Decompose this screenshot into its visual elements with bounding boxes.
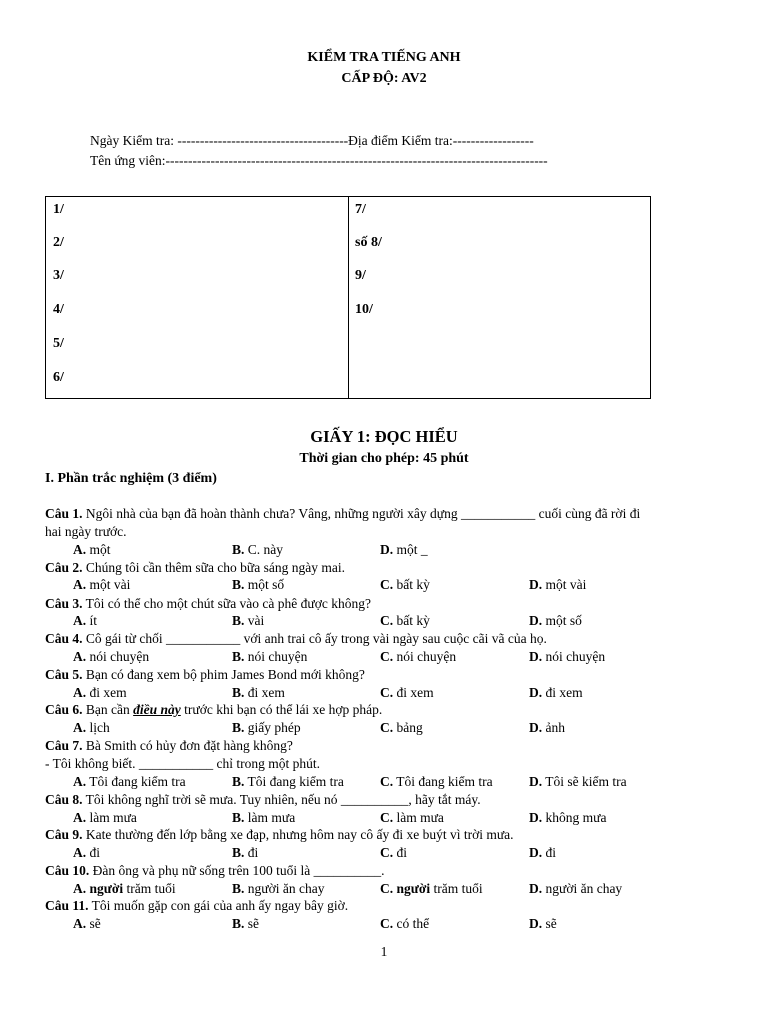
question-4: Câu 4. Cô gái từ chối ___________ với anh trai cô ấy trong vài ngày sau cuộc cãi vã của họ. [45, 631, 547, 646]
question-3: Câu 3. Tôi có thể cho một chút sữa vào cà phê được không? [45, 596, 371, 611]
option-b: B. một số [232, 577, 285, 592]
score-table [45, 196, 651, 399]
option-b: B. làm mưa [232, 810, 296, 825]
option-c: C. người trăm tuổi [380, 881, 483, 896]
option-b: B. đi [232, 845, 259, 860]
option-a: A. đi xem [73, 685, 127, 700]
option-c: C. đi [380, 845, 408, 860]
option-d: D. không mưa [529, 810, 607, 825]
question-1-continuation: hai ngày trước. [45, 524, 127, 539]
test-title: KIỂM TRA TIẾNG ANH [307, 50, 461, 65]
option-a: A. người trăm tuổi [73, 881, 176, 896]
option-a: A. làm mưa [73, 810, 137, 825]
option-c: C. Tôi đang kiểm tra [380, 774, 493, 789]
question-6: Câu 6. Bạn cần điều này trước khi bạn có thể lái xe hợp pháp. [45, 702, 383, 717]
score-cell: 6/ [53, 370, 64, 385]
option-a: A. đi [73, 845, 101, 860]
option-b: B. sẽ [232, 916, 260, 931]
section-heading: I. Phần trắc nghiệm (3 điểm) [45, 471, 217, 486]
option-c: C. làm mưa [380, 810, 444, 825]
score-cell: 2/ [53, 235, 64, 250]
score-cell: 7/ [355, 202, 366, 217]
score-cell: số 8/ [355, 235, 382, 250]
option-a: A. lịch [73, 720, 110, 735]
score-cell: 3/ [53, 268, 64, 283]
option-c: C. đi xem [380, 685, 434, 700]
score-cell: 9/ [355, 268, 366, 283]
option-a: A. nói chuyện [73, 649, 150, 664]
question-7: Câu 7. Bà Smith có hủy đơn đặt hàng không? [45, 738, 293, 753]
option-a: A. sẽ [73, 916, 101, 931]
option-c: C. bất kỳ [380, 613, 430, 628]
option-d: D. người ăn chay [529, 881, 623, 896]
question-7-continuation: - Tôi không biết. ___________ chỉ trong một phút. [45, 756, 320, 771]
candidate-name-line: Tên ứng viên:------------------------------------------------------------------------------------- [90, 153, 548, 168]
option-b: B. đi xem [232, 685, 285, 700]
option-d: D. Tôi sẽ kiểm tra [529, 774, 627, 789]
option-a: A. một [73, 542, 111, 557]
test-level: CẤP ĐỘ: AV2 [341, 71, 427, 86]
option-d: D. một _ [380, 542, 428, 557]
option-d: D. một số [529, 613, 582, 628]
question-10: Câu 10. Đàn ông và phụ nữ sống trên 100 tuổi là __________. [45, 863, 385, 878]
score-cell: 4/ [53, 302, 64, 317]
option-c: C. nói chuyện [380, 649, 457, 664]
option-c: C. có thể [380, 916, 430, 931]
question-2: Câu 2. Chúng tôi cần thêm sữa cho bữa sáng ngày mai. [45, 560, 345, 575]
option-b: B. giấy phép [232, 720, 301, 735]
question-11: Câu 11. Tôi muốn gặp con gái của anh ấy ngay bây giờ. [45, 898, 349, 913]
score-cell: 1/ [53, 202, 64, 217]
question-9: Câu 9. Kate thường đến lớp bằng xe đạp, nhưng hôm nay cô ấy đi xe buýt vì trời mưa. [45, 827, 514, 842]
question-8: Câu 8. Tôi không nghĩ trời sẽ mưa. Tuy nhiên, nếu nó __________, hãy tắt máy. [45, 792, 481, 807]
option-b: B. nói chuyện [232, 649, 308, 664]
time-allowed: Thời gian cho phép: 45 phút [299, 451, 469, 466]
score-cell: 10/ [355, 302, 373, 317]
question-1 [45, 506, 640, 522]
option-d: D. nói chuyện [529, 649, 606, 664]
option-b: B. C. này [232, 542, 284, 557]
question-text: Ngôi nhà của bạn đã hoàn thành chưa? Vâng, những người xây dựng ___________ cuối cùng đã rời đi [85, 506, 641, 521]
paper-title: GIẤY 1: ĐỌC HIỂU [310, 427, 458, 446]
option-c: C. bất kỳ [380, 577, 430, 592]
exam-date-location-line: Ngày Kiểm tra: --------------------------------------Địa điểm Kiểm tra:------------------ [90, 133, 534, 148]
option-d: D. ảnh [529, 720, 565, 735]
score-cell: 5/ [53, 336, 64, 351]
option-d: D. một vài [529, 577, 587, 592]
page-number: 1 [380, 944, 388, 959]
option-a: A. Tôi đang kiểm tra [73, 774, 186, 789]
option-d: D. đi [529, 845, 557, 860]
option-b: B. người ăn chay [232, 881, 325, 896]
option-b: B. vài [232, 613, 265, 628]
option-d: D. đi xem [529, 685, 583, 700]
option-a: A. một vài [73, 577, 131, 592]
question-label: Câu 1. [45, 506, 83, 521]
option-d: D. sẽ [529, 916, 557, 931]
option-b: B. Tôi đang kiểm tra [232, 774, 344, 789]
option-c: C. bảng [380, 720, 423, 735]
question-5: Câu 5. Bạn có đang xem bộ phim James Bond mới không? [45, 667, 365, 682]
score-table-divider [348, 197, 349, 398]
option-a: A. ít [73, 613, 98, 628]
emphasized-phrase: điều này [133, 702, 181, 717]
